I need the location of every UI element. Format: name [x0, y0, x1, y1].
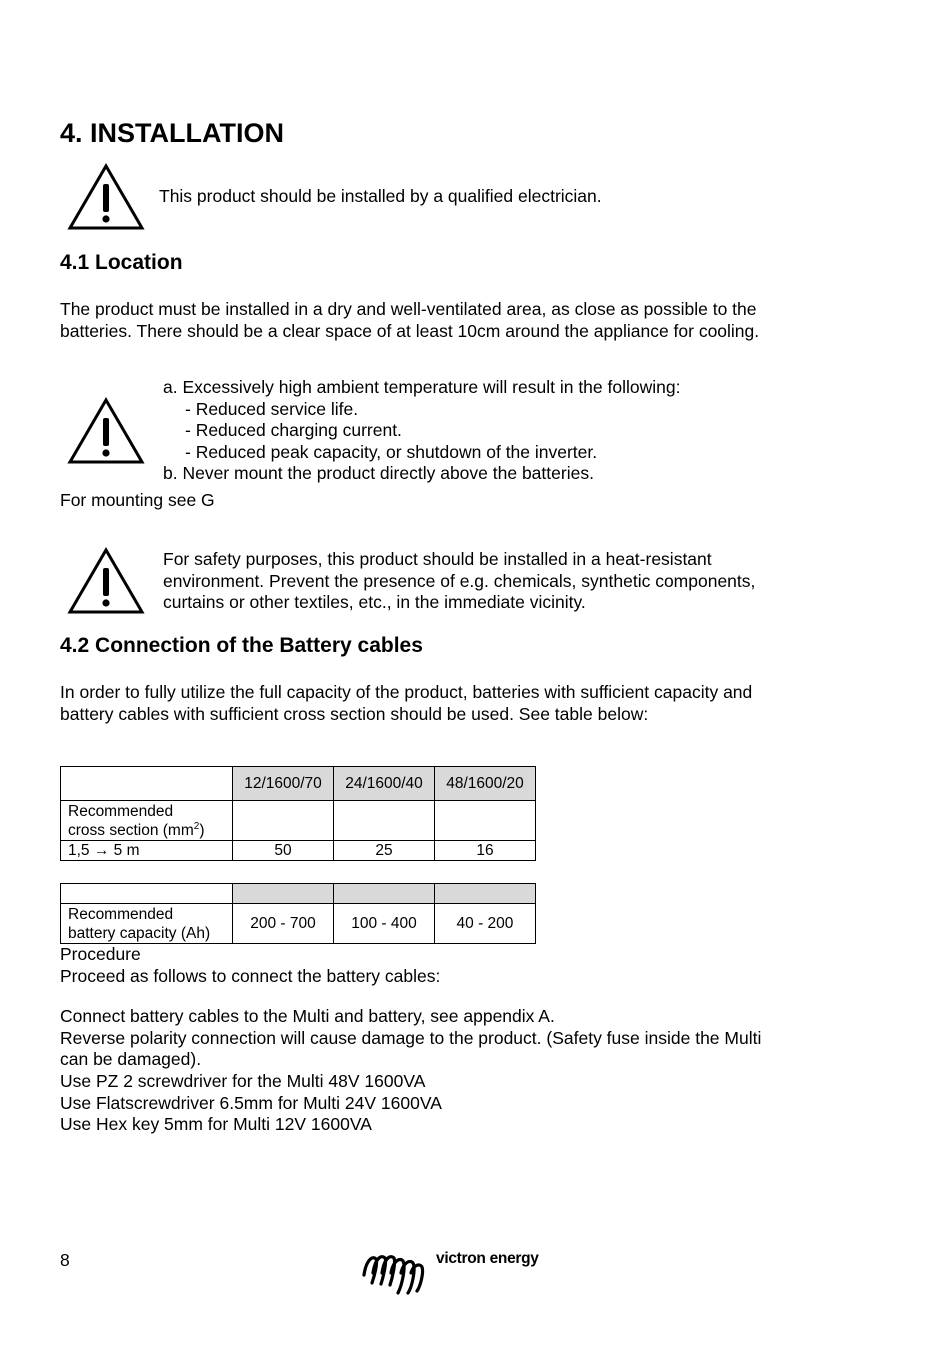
superscript: 2	[193, 820, 200, 832]
procedure-line: Proceed as follows to connect the battery cables:	[60, 965, 441, 986]
brand-name: victron energy	[436, 1250, 539, 1267]
connection-line: In order to fully utilize the full capacity of the product, batteries with sufficient capacity and	[60, 682, 753, 702]
qualified-electrician-warning: This product should be installed by a qualified electrician.	[159, 186, 602, 206]
table-corner-cell	[61, 767, 233, 801]
warning-line: - Reduced charging current.	[185, 420, 402, 441]
table-corner-cell	[61, 884, 233, 904]
section-title-location: 4.1 Location	[60, 251, 183, 274]
page-number: 8	[60, 1250, 70, 1270]
procedure-line: Use Flatscrewdriver 6.5mm for Multi 24V 1600VA	[60, 1092, 442, 1113]
location-line: The product must be installed in a dry and well-ventilated area, as close as possible to the	[60, 299, 757, 319]
battery-capacity-table	[60, 883, 536, 944]
empty-cell	[233, 801, 334, 841]
safety-line: For safety purposes, this product should be installed in a heat-resistant	[163, 549, 712, 569]
label-line: cross section (mm	[68, 821, 194, 839]
empty-header	[435, 884, 536, 904]
location-line: batteries. There should be a clear space of at least 10cm around the appliance for cooling.	[60, 320, 760, 341]
model-header: 24/1600/40	[334, 767, 435, 801]
page-heading: 4. INSTALLATION	[60, 118, 284, 148]
cross-section-value: 16	[435, 841, 536, 861]
capacity-value: 200 - 700	[233, 904, 334, 944]
empty-header	[334, 884, 435, 904]
connection-paragraph	[60, 682, 752, 725]
cross-section-label	[61, 801, 233, 841]
warning-line: a. Excessively high ambient temperature will result in the following:	[163, 377, 681, 397]
procedure-line: Connect battery cables to the Multi and battery, see appendix A.	[60, 1006, 555, 1027]
label-line: Recommended	[68, 802, 174, 820]
safety-line: environment. Prevent the presence of e.g. chemicals, synthetic components,	[163, 570, 756, 591]
warning-icon	[66, 162, 146, 232]
capacity-value: 100 - 400	[334, 904, 435, 944]
empty-header	[233, 884, 334, 904]
section-title-connection: 4.2 Connection of the Battery cables	[60, 634, 423, 657]
warning-line: - Reduced service life.	[185, 398, 359, 419]
label-line: Recommended	[68, 905, 174, 923]
cross-section-value: 25	[334, 841, 435, 861]
safety-warning	[163, 549, 755, 614]
cross-section-value: 50	[233, 841, 334, 861]
procedure-line: Use Hex key 5mm for Multi 12V 1600VA	[60, 1114, 372, 1135]
warning-line: b. Never mount the product directly above the batteries.	[163, 463, 594, 484]
location-paragraph	[60, 299, 759, 342]
label-suffix: )	[199, 821, 205, 839]
empty-cell	[334, 801, 435, 841]
warning-icon	[66, 396, 146, 466]
procedure-block	[60, 944, 761, 1136]
label-line: battery capacity (Ah)	[68, 924, 211, 942]
empty-cell	[435, 801, 536, 841]
cable-cross-section-table	[60, 766, 536, 861]
safety-line: curtains or other textiles, etc., in the immediate vicinity.	[163, 592, 586, 613]
blank-line	[60, 987, 761, 1006]
cable-length-label: 1,5 → 5 m	[61, 841, 233, 861]
procedure-title: Procedure	[60, 944, 141, 964]
procedure-line: Reverse polarity connection will cause damage to the product. (Safety fuse inside the Multi	[60, 1027, 762, 1048]
model-header: 48/1600/20	[435, 767, 536, 801]
warning-line: - Reduced peak capacity, or shutdown of the inverter.	[185, 441, 598, 462]
connection-line: battery cables with sufficient cross section should be used. See table below:	[60, 703, 649, 724]
mounting-reference: For mounting see G	[60, 490, 215, 510]
procedure-line: Use PZ 2 screwdriver for the Multi 48V 1600VA	[60, 1070, 426, 1091]
procedure-line: can be damaged).	[60, 1049, 202, 1070]
battery-capacity-label	[61, 904, 233, 944]
warning-icon	[66, 546, 146, 616]
temperature-warning	[163, 377, 680, 485]
victron-logo-icon	[360, 1251, 432, 1297]
model-header: 12/1600/70	[233, 767, 334, 801]
capacity-value: 40 - 200	[435, 904, 536, 944]
